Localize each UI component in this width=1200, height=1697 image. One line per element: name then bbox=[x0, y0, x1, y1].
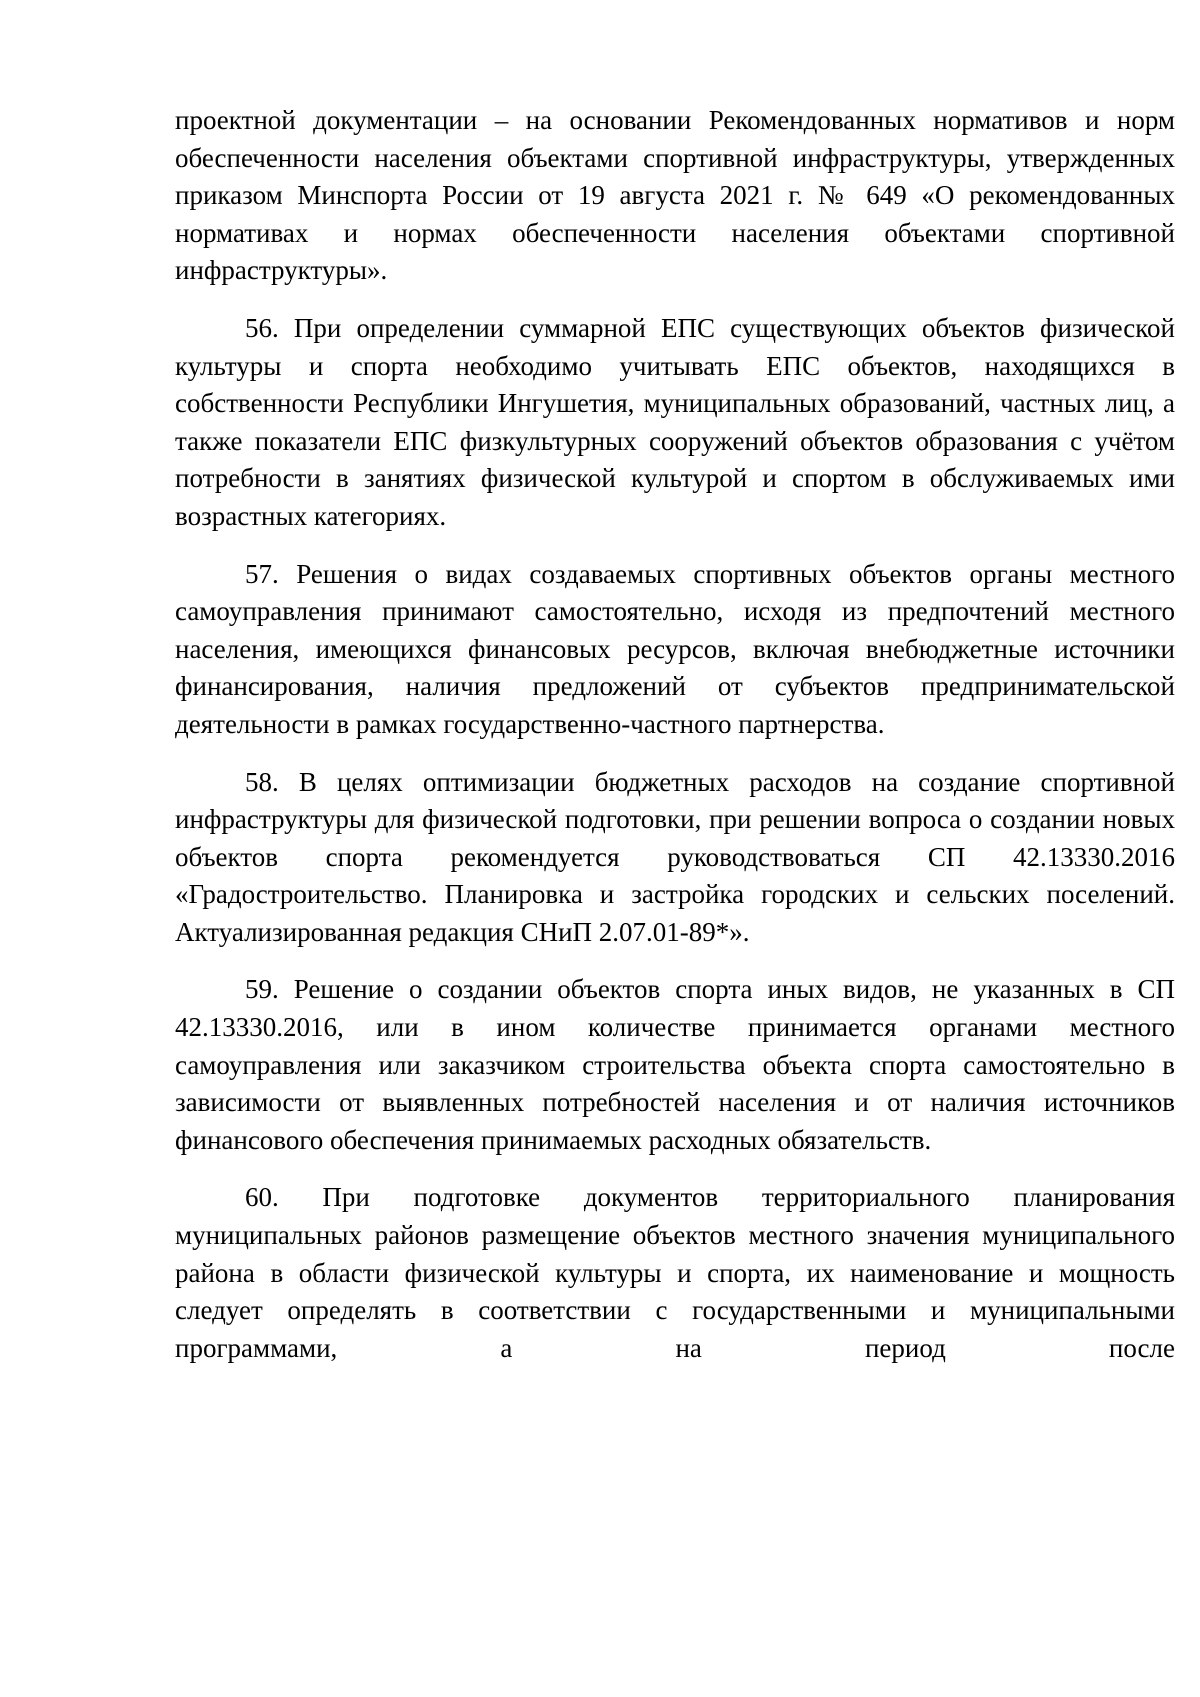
document-page bbox=[175, 102, 1175, 1387]
paragraph-57: 57. Решения о видах создаваемых спортивных объектов органы местного самоуправления принимают самостоятельно, исходя из предпочтений местного населения, имеющихся финансовых ресурсов, включая внебюджетные источники финансирования, наличия предложений от субъектов предпринимательской деятельности в рамках государственно-частного партнерства. bbox=[175, 558, 1175, 739]
paragraph-56: 56. При определении суммарной ЕПС существующих объектов физической культуры и спорта необходимо учитывать ЕПС объектов, находящихся в собственности Республики Ингушетия, муниципальных образований, частных лиц, а также показатели ЕПС физкультурных сооружений объектов образования с учётом потребности в занятиях физической культурой и спортом в обслуживаемых ими возрастных категориях. bbox=[175, 312, 1175, 531]
paragraph-continuation: проектной документации – на основании Рекомендованных нормативов и норм обеспеченности населения объектами спортивной инфраструктуры, утвержденных приказом Минспорта России от 19 августа 2021 г. № 649 «О рекомендованных нормативах и нормах обеспеченности населения объектами спортивной инфраструктуры». bbox=[175, 105, 1175, 286]
paragraph-58: 58. В целях оптимизации бюджетных расходов на создание спортивной инфраструктуры для физической подготовки, при решении вопроса о создании новых объектов спорта рекомендуется руководствоваться СП 42.13330.2016 «Градостроительство. Планировка и застройка городских и сельских поселений. Актуализированная редакция СНиП 2.07.01-89*». bbox=[175, 766, 1175, 947]
paragraph-60: 60. При подготовке документов территориального планирования муниципальных районов размещение объектов местного значения муниципального района в области физической культуры и спорта, их наименование и мощность следует определять в соответствии с государственными и муниципальными программами, а на период после bbox=[175, 1182, 1175, 1363]
paragraph-59: 59. Решение о создании объектов спорта иных видов, не указанных в СП 42.13330.2016, или в ином количестве принимается органами местного самоуправления или заказчиком строительства объекта спорта самостоятельно в зависимости от выявленных потребностей населения и от наличия источников финансового обеспечения принимаемых расходных обязательств. bbox=[175, 974, 1175, 1155]
